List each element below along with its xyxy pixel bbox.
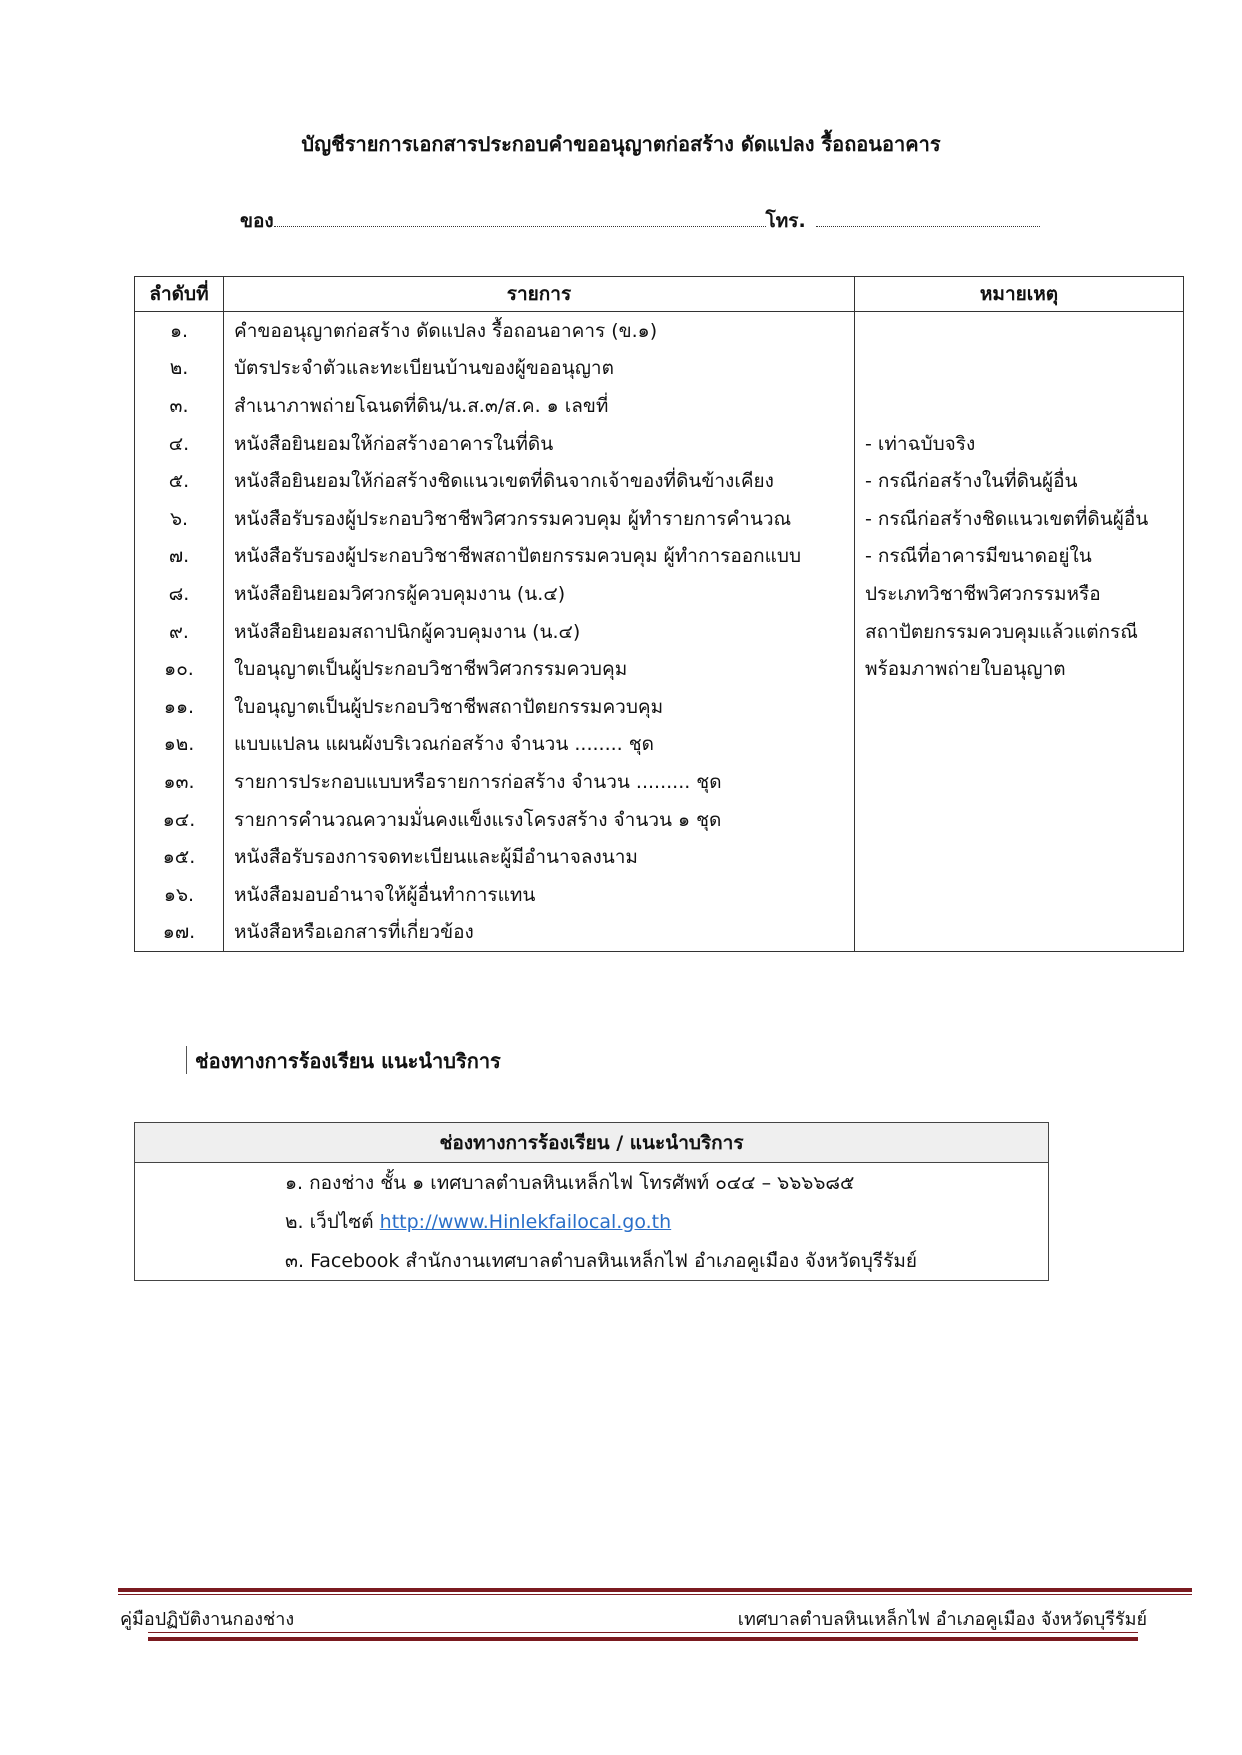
row-item: หนังสือรับรองผู้ประกอบวิชาชีพสถาปัตยกรรมควบคุม ผู้ทำการออกแบบ: [224, 538, 855, 576]
footer-rule-top: [118, 1588, 1192, 1592]
row-item: หนังสือยินยอมวิศวกรผู้ควบคุมงาน (น.๔): [224, 575, 855, 613]
row-item: หนังสือหรือเอกสารที่เกี่ยวข้อง: [224, 914, 855, 952]
col-number-header: ลำดับที่: [135, 277, 224, 312]
row-item: แบบแปลน แผนผังบริเวณก่อสร้าง จำนวน ........ ชุด: [224, 726, 855, 764]
row-number: ๒.: [135, 350, 224, 388]
row-note: [855, 801, 1184, 839]
row-note: ประเภทวิชาชีพวิศวกรรมหรือ: [855, 575, 1184, 613]
row-number: ๑๒.: [135, 726, 224, 764]
table-row: [135, 650, 1184, 688]
contact-header: ช่องทางการร้องเรียน / แนะนำบริการ: [135, 1123, 1049, 1163]
document-title: บัญชีรายการเอกสารประกอบคำขออนุญาตก่อสร้าง ดัดแปลง รื้อถอนอาคาร: [301, 132, 941, 156]
row-note: - กรณีที่อาคารมีขนาดอยู่ใน: [855, 538, 1184, 576]
row-number: ๘.: [135, 575, 224, 613]
row-note: [855, 726, 1184, 764]
row-number: ๓.: [135, 387, 224, 425]
phone-blank: [816, 225, 1040, 227]
row-note: [855, 312, 1184, 350]
row-note: [855, 838, 1184, 876]
row-note: - กรณีก่อสร้างในที่ดินผู้อื่น: [855, 462, 1184, 500]
contact-line-website: [135, 1202, 1049, 1241]
section-heading: ช่องทางการร้องเรียน แนะนำบริการ: [186, 1046, 501, 1074]
contact-line-office: ๑. กองช่าง ชั้น ๑ เทศบาลตำบลหินเหล็กไฟ โทรศัพท์ ๐๔๔ – ๖๖๖๖๘๕: [135, 1163, 1049, 1203]
contact-table: [134, 1122, 1049, 1281]
table-row: [135, 613, 1184, 651]
table-row: [135, 763, 1184, 801]
col-note-header: หมายเหตุ: [855, 277, 1184, 312]
row-item: รายการประกอบแบบหรือรายการก่อสร้าง จำนวน ......... ชุด: [224, 763, 855, 801]
row-number: ๑๖.: [135, 876, 224, 914]
row-number: ๖.: [135, 500, 224, 538]
table-row: [135, 688, 1184, 726]
row-item: หนังสือรับรองผู้ประกอบวิชาชีพวิศวกรรมควบคุม ผู้ทำรายการคำนวณ: [224, 500, 855, 538]
row-item: หนังสือรับรองการจดทะเบียนและผู้มีอำนาจลงนาม: [224, 838, 855, 876]
row-item: คำขออนุญาตก่อสร้าง ดัดแปลง รื้อถอนอาคาร (ข.๑): [224, 312, 855, 350]
table-row: [135, 425, 1184, 463]
row-note: [855, 914, 1184, 952]
col-item-header: รายการ: [224, 277, 855, 312]
row-note: - เท่าฉบับจริง: [855, 425, 1184, 463]
row-number: ๔.: [135, 425, 224, 463]
row-number: ๑๑.: [135, 688, 224, 726]
footer-right-text: เทศบาลตำบลหินเหล็กไฟ อำเภอคูเมือง จังหวัดบุรีรัมย์: [737, 1609, 1147, 1630]
row-item: ใบอนุญาตเป็นผู้ประกอบวิชาชีพวิศวกรรมควบคุม: [224, 650, 855, 688]
row-note: [855, 876, 1184, 914]
row-number: ๑๕.: [135, 838, 224, 876]
table-row: [135, 914, 1184, 952]
row-number: ๗.: [135, 538, 224, 576]
table-row: [135, 876, 1184, 914]
table-row: [135, 538, 1184, 576]
row-number: ๑๓.: [135, 763, 224, 801]
row-item: หนังสือยินยอมให้ก่อสร้างอาคารในที่ดิน: [224, 425, 855, 463]
table-row: [135, 575, 1184, 613]
documents-table: [134, 276, 1184, 952]
row-note: พร้อมภาพถ่ายใบอนุญาต: [855, 650, 1184, 688]
owner-blank: [274, 225, 766, 227]
row-number: ๑๗.: [135, 914, 224, 952]
footer-rule-bottom: [148, 1637, 1138, 1641]
row-item: หนังสือยินยอมสถาปนิกผู้ควบคุมงาน (น.๔): [224, 613, 855, 651]
row-item: บัตรประจำตัวและทะเบียนบ้านของผู้ขออนุญาต: [224, 350, 855, 388]
row-number: ๙.: [135, 613, 224, 651]
row-item: หนังสือมอบอำนาจให้ผู้อื่นทำการแทน: [224, 876, 855, 914]
owner-label: ของ: [240, 210, 274, 232]
table-row: [135, 801, 1184, 839]
website-link[interactable]: http://www.Hinlekfailocal.go.th: [379, 1210, 672, 1233]
footer-rule-bottom-thin: [148, 1632, 1138, 1633]
row-note: - กรณีก่อสร้างชิดแนวเขตที่ดินผู้อื่น: [855, 500, 1184, 538]
table-row: [135, 462, 1184, 500]
table-header-row: [135, 277, 1184, 312]
table-row: [135, 726, 1184, 764]
table-row: [135, 838, 1184, 876]
documents-table-body: [135, 312, 1184, 952]
table-row: [135, 500, 1184, 538]
row-number: ๑๐.: [135, 650, 224, 688]
row-item: สำเนาภาพถ่ายโฉนดที่ดิน/น.ส.๓/ส.ค. ๑ เลขที่: [224, 387, 855, 425]
footer-left-text: คู่มือปฏิบัติงานกองช่าง: [120, 1609, 295, 1630]
row-note: สถาปัตยกรรมควบคุมแล้วแต่กรณี: [855, 613, 1184, 651]
table-row: [135, 312, 1184, 350]
owner-line: [240, 206, 1040, 236]
table-row: [135, 387, 1184, 425]
footer-rule-top-thin: [118, 1594, 1192, 1595]
row-note: [855, 763, 1184, 801]
contact-line-facebook: ๓. Facebook สำนักงานเทศบาลตำบลหินเหล็กไฟ อำเภอคูเมือง จังหวัดบุรีรัมย์: [135, 1241, 1049, 1281]
row-item: ใบอนุญาตเป็นผู้ประกอบวิชาชีพสถาปัตยกรรมควบคุม: [224, 688, 855, 726]
row-note: [855, 688, 1184, 726]
row-number: ๑.: [135, 312, 224, 350]
table-row: [135, 350, 1184, 388]
row-number: ๕.: [135, 462, 224, 500]
website-label: ๒. เว็ปไซต์: [285, 1210, 380, 1233]
phone-label: โทร.: [765, 210, 806, 232]
row-number: ๑๔.: [135, 801, 224, 839]
row-note: [855, 387, 1184, 425]
row-item: รายการคำนวณความมั่นคงแข็งแรงโครงสร้าง จำนวน ๑ ชุด: [224, 801, 855, 839]
row-note: [855, 350, 1184, 388]
row-item: หนังสือยินยอมให้ก่อสร้างชิดแนวเขตที่ดินจากเจ้าของที่ดินข้างเคียง: [224, 462, 855, 500]
